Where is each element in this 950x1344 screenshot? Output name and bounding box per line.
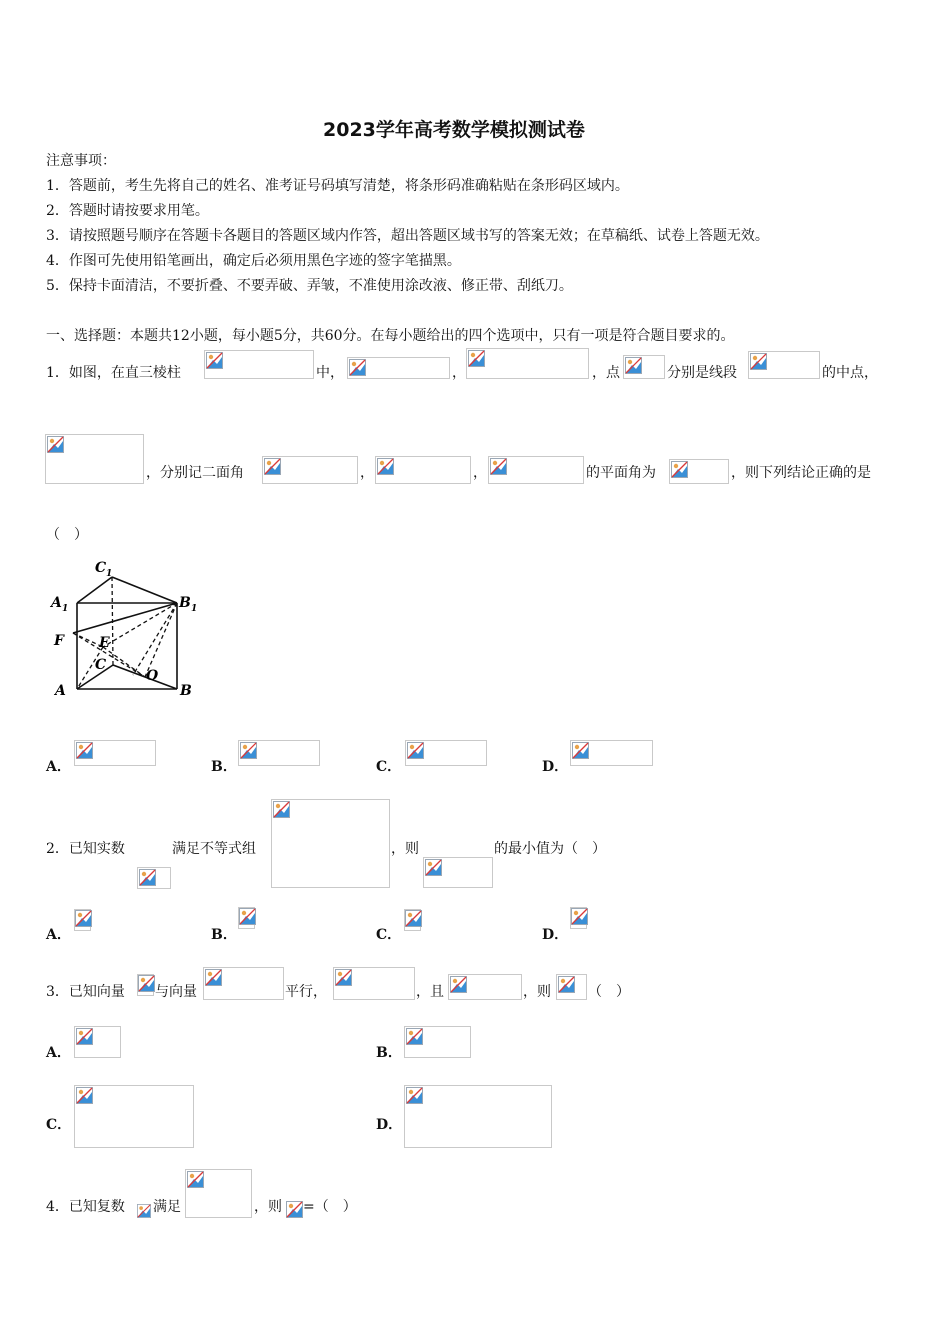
formula-image [423,857,493,888]
broken-image-icon [490,458,507,475]
q4-text-3: ，则 [254,1199,282,1215]
broken-image-icon [206,352,223,369]
formula-image [556,974,587,1000]
formula-image [185,1169,252,1218]
q4-text-1: 4．已知复数 [46,1199,125,1215]
label-f: F [54,633,64,649]
formula-image [203,967,284,1000]
broken-image-icon [450,976,467,993]
q3-text-5: ，则 [523,984,551,1000]
notice-item-1: 1．答题前，考生先将自己的姓名、准考证号码填写清楚，将条形码准确粘贴在条形码区域内。 [46,178,629,194]
label-e: E [99,635,110,651]
prism-figure [45,555,215,705]
broken-image-icon [625,357,642,374]
broken-image-icon [572,742,589,759]
q3-option-b-image[interactable] [404,1026,471,1058]
q2-option-c-image[interactable] [404,909,421,931]
q1-option-a-image[interactable] [74,740,156,766]
formula-image [137,1204,151,1219]
notice-item-3: 3．请按照题号顺序在答题卡各题目的答题区域内作答，超出答题区域书写的答案无效；在草稿纸、试卷上答题无效。 [46,228,769,244]
broken-image-icon [273,801,290,818]
q2-text-1: 2．已知实数 [46,841,125,857]
q2-text-2: 满足不等式组 [172,841,256,857]
q1-text-6: 的中点， [822,365,878,381]
broken-image-icon [205,969,222,986]
q1-option-b-label: B． [211,759,237,775]
q3-text-2: 与向量 [155,984,197,1000]
broken-image-icon [76,1028,93,1045]
broken-image-icon [377,458,394,475]
broken-image-icon [335,969,352,986]
q3-text-1: 3．已知向量 [46,984,125,1000]
formula-image [204,350,314,379]
broken-image-icon [558,976,575,993]
q3-option-c-label: C． [46,1117,72,1133]
q1-option-d-label: D． [542,759,569,775]
broken-image-icon [187,1171,204,1188]
q1-option-d-image[interactable] [570,740,653,766]
broken-image-icon [139,869,156,886]
q4-text-2: 满足 [153,1199,181,1215]
q1-text-11: ，则下列结论正确的是 [731,465,871,481]
formula-image [375,456,471,484]
notice-heading: 注意事项： [46,153,116,169]
q2-option-b-label: B． [211,927,237,943]
q3-option-b-label: B． [376,1045,402,1061]
q2-option-b-image[interactable] [238,907,255,929]
broken-image-icon [671,461,688,478]
label-b1: B [179,595,191,611]
q2-option-a-image[interactable] [74,909,91,931]
label-o: O [146,668,159,684]
formula-image [333,967,415,1000]
q1-text-5: 分别是线段 [667,365,737,381]
formula-image [137,974,154,996]
q3-text-4: ，且 [416,984,444,1000]
q2-option-d-label: D． [542,927,569,943]
q1-option-a-label: A． [46,759,71,775]
q4-text-4: =（ ） [303,1199,357,1215]
broken-image-icon [468,350,485,367]
label-a: A [55,683,66,699]
label-a1: A [51,595,62,611]
formula-image [669,459,729,484]
broken-image-icon [571,908,588,925]
broken-image-icon [750,353,767,370]
broken-image-icon [264,458,281,475]
broken-image-icon [406,1087,423,1104]
label-c: C [95,657,107,673]
q1-text-8: ， [360,465,374,481]
q2-text-3: ，则 [391,841,419,857]
formula-image [286,1201,303,1218]
broken-image-icon [75,910,92,927]
broken-image-icon [138,975,155,992]
formula-image [488,456,584,484]
formula-image [137,867,171,889]
formula-image [748,351,820,379]
q2-text-4: 的最小值为（ ） [494,841,606,857]
q1-paren: （ ） [46,527,88,543]
formula-image [466,348,589,379]
q1-text-9: ， [473,465,487,481]
section-heading: 一、选择题：本题共12小题，每小题5分，共60分。在每小题给出的四个选项中，只有一项是符合题目要求的。 [46,328,735,344]
q2-option-c-label: C． [376,927,402,943]
formula-image [347,357,450,379]
formula-image [448,974,522,1000]
q2-option-a-label: A． [46,927,71,943]
q3-option-d-image[interactable] [404,1085,552,1148]
q3-option-a-label: A． [46,1045,71,1061]
broken-image-icon [76,742,93,759]
label-c1: C [95,560,107,576]
q1-text-7: ，分别记二面角 [146,465,244,481]
broken-image-icon [425,859,442,876]
broken-image-icon [47,436,64,453]
formula-image [623,355,665,379]
q1-text-3: ， [452,365,466,381]
q1-text-2: 中， [316,365,344,381]
notice-item-5: 5．保持卡面清洁，不要折叠、不要弄破、弄皱，不准使用涂改液、修正带、刮纸刀。 [46,278,573,294]
q1-option-c-label: C． [376,759,402,775]
broken-image-icon [76,1087,93,1104]
broken-image-icon [349,359,366,376]
broken-image-icon [406,1028,423,1045]
label-c1-sub: 1 [106,569,113,579]
q1-text-1: 1．如图，在直三棱柱 [46,365,181,381]
q3-text-3: 平行， [285,984,327,1000]
q1-text-4: ，点 [592,365,620,381]
broken-image-icon [407,742,424,759]
q2-option-d-image[interactable] [570,907,587,929]
label-b: B [180,683,192,699]
broken-image-icon [405,910,422,927]
notice-item-2: 2．答题时请按要求用笔。 [46,203,209,219]
broken-image-icon [137,1204,151,1218]
q3-option-c-image[interactable] [74,1085,194,1148]
formula-image [262,456,358,484]
notice-item-4: 4．作图可先使用铅笔画出，确定后必须用黑色字迹的签字笔描黑。 [46,253,461,269]
q1-option-c-image[interactable] [405,740,487,766]
label-b1-sub: 1 [191,604,198,614]
label-a1-sub: 1 [62,604,69,614]
q1-text-10: 的平面角为 [586,465,656,481]
page-title: 2023学年高考数学模拟测试卷 [323,119,585,141]
q3-text-6: （ ） [588,984,630,1000]
broken-image-icon [286,1201,303,1218]
formula-image [45,434,144,484]
q3-option-d-label: D． [376,1117,403,1133]
broken-image-icon [239,908,256,925]
q3-option-a-image[interactable] [74,1026,121,1058]
broken-image-icon [240,742,257,759]
formula-image [271,799,390,888]
q1-option-b-image[interactable] [238,740,320,766]
